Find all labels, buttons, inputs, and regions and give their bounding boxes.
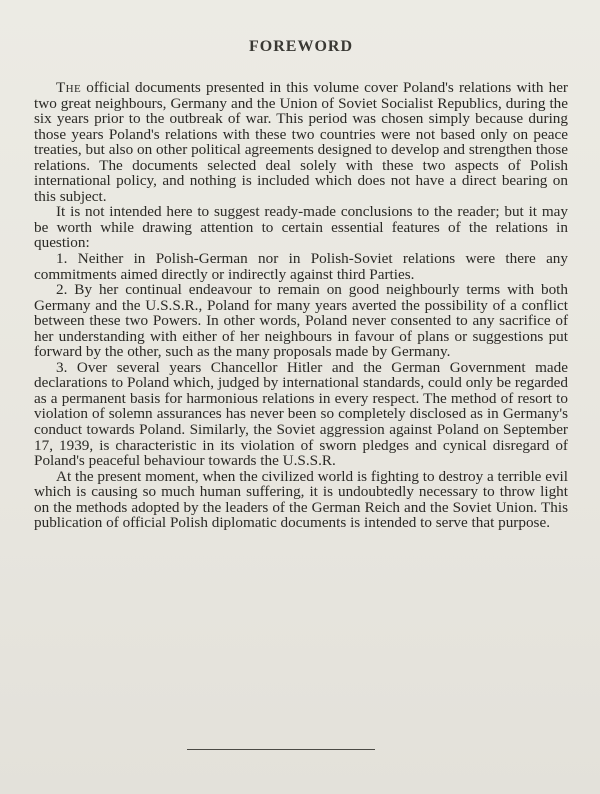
paragraph-intro (34, 80, 568, 204)
paragraph-point-3: 3. Over several years Chancellor Hitler and the German Government made declarations to Poland which, judged by international standards, could only be regarded as a permanent basis for harmonious relations in every respect. The method of resort to violation of solemn assurances has never been so completely disclosed as in Germany's conduct towards Poland. Similarly, the Soviet aggression against Poland on September 17, 1939, is characteristic in its violation of sworn pledges and cynical disregard of Poland's peaceful behaviour towards the U.S.S.R. (34, 358, 568, 470)
closing-rule (187, 749, 375, 750)
paragraph-text: official documents presented in this volume cover Poland's relations with her two great neighbours, Germany and the Union of Soviet Socialist Republics, during the six years prior to the outbreak of war. This period was chosen simply because during those years Poland's relations with these two countries were not based only on peace treaties, but also on other political agreements designed to develop and strengthen those relations. The documents selected deal solely with these two aspects of Polish international policy, and nothing is included which does not have a direct bearing on this subject. (34, 79, 568, 205)
lead-word: The (56, 79, 82, 96)
paragraph-point-2: 2. By her continual endeavour to remain on good neighbourly terms with both Germany and the U.S.S.R., Poland for many years averted the possibility of a conflict between these two Powers. In other words, Poland never consented to any sacrifice of her understanding with either of her neighbours in favour of plans or suggestions put forward by the other, such as the many proposals made by Germany. (34, 281, 568, 361)
page-title: FOREWORD (249, 38, 353, 55)
paragraph-conclusion: At the present moment, when the civilized world is fighting to destroy a terrible evil which is causing so much human suffering, it is undoubtedly necessary to throw light on the methods adopted by the leaders of the German Reich and the Soviet Union. This publication of official Polish diplomatic documents is intended to serve that purpose. (34, 467, 568, 532)
foreword-body (34, 80, 568, 531)
paragraph-point-1: 1. Neither in Polish-German nor in Polish-Soviet relations were there any commitments aimed directly or indirectly against third Parties. (34, 250, 568, 283)
paragraph-purpose: It is not intended here to suggest ready-made conclusions to the reader; but it may be worth while drawing attention to certain essential features of the relations in question: (34, 203, 568, 252)
